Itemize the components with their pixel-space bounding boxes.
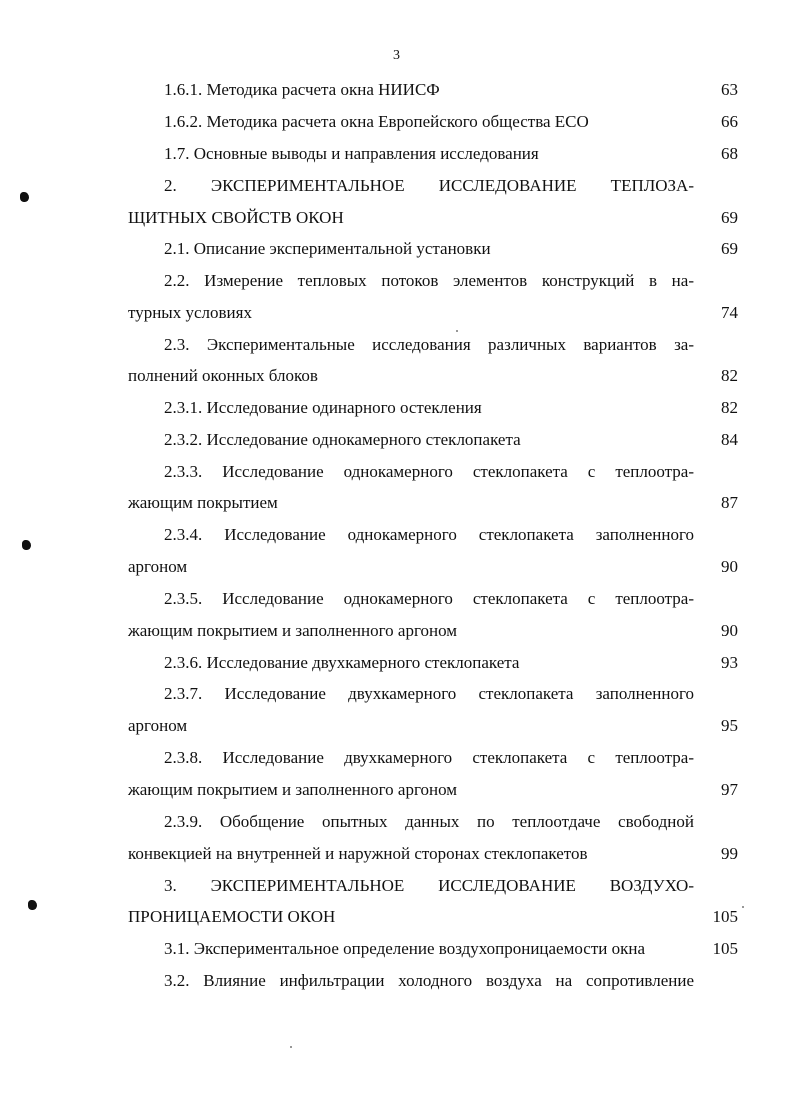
scan-speck [742,906,744,908]
toc-line: 2.3.5. Исследование однокамерного стеклопакета с теплоотра- [164,589,694,608]
toc-line: конвекцией на внутренней и наружной сторонах стеклопакетов 99 [128,844,738,863]
toc-line: 2.3.3. Исследование однокамерного стеклопакета с теплоотра- [164,462,694,481]
toc-line: жающим покрытием 87 [128,493,738,512]
toc-line: 2.3.7. Исследование двухкамерного стеклопакета заполненного [164,684,694,703]
toc-line: 1.6.1. Методика расчета окна НИИСФ 63 [164,80,738,99]
toc-line: аргоном 90 [128,557,738,576]
binder-hole-mark [28,900,37,910]
toc-line: полнений оконных блоков 82 [128,366,738,385]
toc-line: 2.3.4. Исследование однокамерного стеклопакета заполненного [164,525,694,544]
toc-line: 3. ЭКСПЕРИМЕНТАЛЬНОЕ ИССЛЕДОВАНИЕ ВОЗДУХО- [164,876,694,895]
toc-line: 2.3.1. Исследование одинарного остекления 82 [164,398,738,417]
toc-line: 3.1. Экспериментальное определение воздухопроницаемости окна 105 [164,939,738,958]
toc-line: 2.3.2. Исследование однокамерного стеклопакета 84 [164,430,738,449]
binder-hole-mark [20,192,29,202]
toc-line: турных условиях 74 [128,303,738,322]
toc-line: 2.3.8. Исследование двухкамерного стеклопакета с теплоотра- [164,748,694,767]
toc-line: 3.2. Влияние инфильтрации холодного воздуха на сопротивление [164,971,694,990]
page-number: 3 [393,48,400,63]
toc-line: ЩИТНЫХ СВОЙСТВ ОКОН 69 [128,208,738,227]
toc-line: 2. ЭКСПЕРИМЕНТАЛЬНОЕ ИССЛЕДОВАНИЕ ТЕПЛОЗА- [164,176,694,195]
scan-speck [290,1046,292,1048]
toc-line: 1.7. Основные выводы и направления исследования 68 [164,144,738,163]
toc-line: жающим покрытием и заполненного аргоном 90 [128,621,738,640]
toc-line: 2.3.6. Исследование двухкамерного стеклопакета 93 [164,653,738,672]
toc-line: 2.3.9. Обобщение опытных данных по теплоотдаче свободной [164,812,694,831]
scan-speck [456,330,458,332]
toc-line: жающим покрытием и заполненного аргоном 97 [128,780,738,799]
toc-line: ПРОНИЦАЕМОСТИ ОКОН 105 [128,907,738,926]
toc-line: 2.3. Экспериментальные исследования различных вариантов за- [164,335,694,354]
binder-hole-mark [22,540,31,550]
toc-line: 1.6.2. Методика расчета окна Европейского общества ЕСО 66 [164,112,738,131]
toc-line: 2.1. Описание экспериментальной установки 69 [164,239,738,258]
toc-line: аргоном 95 [128,716,738,735]
toc-line: 2.2. Измерение тепловых потоков элементов конструкций в на- [164,271,694,290]
